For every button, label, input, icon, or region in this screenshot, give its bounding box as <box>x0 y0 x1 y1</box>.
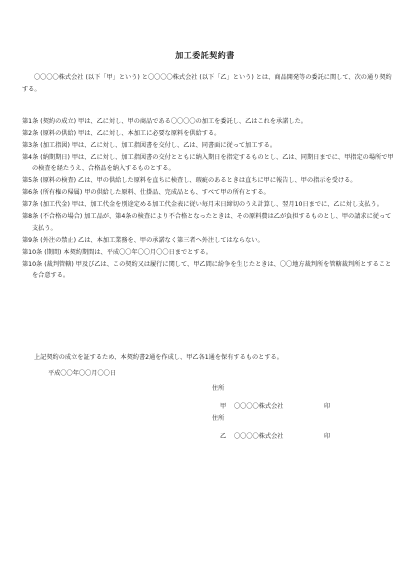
article-6: 第6条 (所有権の帰属) 甲の供給した原料、仕掛品、完成品とも、すべて甲の所有とする。 <box>22 189 270 197</box>
document-title: 加工委託契約書 <box>175 51 235 60</box>
article-8: 第8条 (不合格の場合) 加工品が、第4条の検査により不合格となったときは、その原料費は乙が負担するものとし、甲の請求に従って支払う。 <box>22 213 392 232</box>
party-a-block <box>212 384 362 412</box>
party-b-seal: 印 <box>324 433 331 440</box>
article-1: 第1条 (契約の成立) 甲は、乙に対し、甲の商品である〇〇〇〇の加工を委託し、乙はこれを承諾した。 <box>22 118 307 125</box>
article-10-period: 第10条 (期間) 本契約期間は、平成〇〇年〇〇月〇〇日までとする。 <box>22 248 212 256</box>
article-2: 第2条 (原料の供給) 甲は、乙に対し、本加工に必要な原料を供給する。 <box>22 130 221 137</box>
intro-paragraph: 〇〇〇〇株式会社 (以下「甲」という) と〇〇〇〇株式会社 (以下「乙」という) とは、商品開発等の委託に関して、次の通り契約する。 <box>22 74 392 93</box>
party-b-address-label: 住所 <box>212 415 225 422</box>
article-10-jurisdiction: 第10条 (裁判管轄) 甲及び乙は、この契約又は履行に関して、甲乙間に紛争を生じたときは、〇〇地方裁判所を管轄裁判所とすることを合意する。 <box>22 260 392 280</box>
contract-date: 平成〇〇年〇〇月〇〇日 <box>48 370 117 377</box>
party-b-signature-row <box>212 432 362 442</box>
party-b-block <box>212 414 362 442</box>
article-7: 第7条 (加工代金) 甲は、加工代金を別途定める加工代金表に従い毎月末日締切のうえ計算し、翌月10日までに、乙に対し支払う。 <box>22 201 383 209</box>
party-a-role: 甲 <box>220 403 227 410</box>
closing-statement: 上記契約の成立を証するため、本契約書2通を作成し、甲乙各1通を保有するものとする。 <box>34 354 283 361</box>
article-3: 第3条 (加工指図) 甲は、乙に対し、加工指図書を交付し、乙は、同書面に従って加工する。 <box>22 142 277 149</box>
article-4: 第4条 (納期期日) 甲は、乙に対し、加工指図書の交付とともに納入期日を指定するものとし、乙は、同期日までに、甲指定の場所で甲の検査を経たうえ、合格品を納入するものとする。 <box>22 154 394 173</box>
article-list <box>22 116 396 282</box>
party-b-role: 乙 <box>220 433 227 440</box>
party-a-address-label: 住所 <box>212 385 225 392</box>
party-b-company: 〇〇〇〇株式会社 <box>234 433 284 440</box>
party-a-signature-row <box>212 402 362 412</box>
article-9: 第9条 (外注の禁止) 乙は、本加工業務を、甲の承諾なく第三者へ外注してはならない。 <box>22 236 264 244</box>
article-5: 第5条 (原料の検査) 乙は、甲の供給した原料を直ちに検査し、瑕疵のあるときは直ちに甲に報告し、甲の指示を受ける。 <box>22 177 357 185</box>
party-a-seal: 印 <box>324 403 331 410</box>
party-a-company: 〇〇〇〇株式会社 <box>234 403 284 410</box>
